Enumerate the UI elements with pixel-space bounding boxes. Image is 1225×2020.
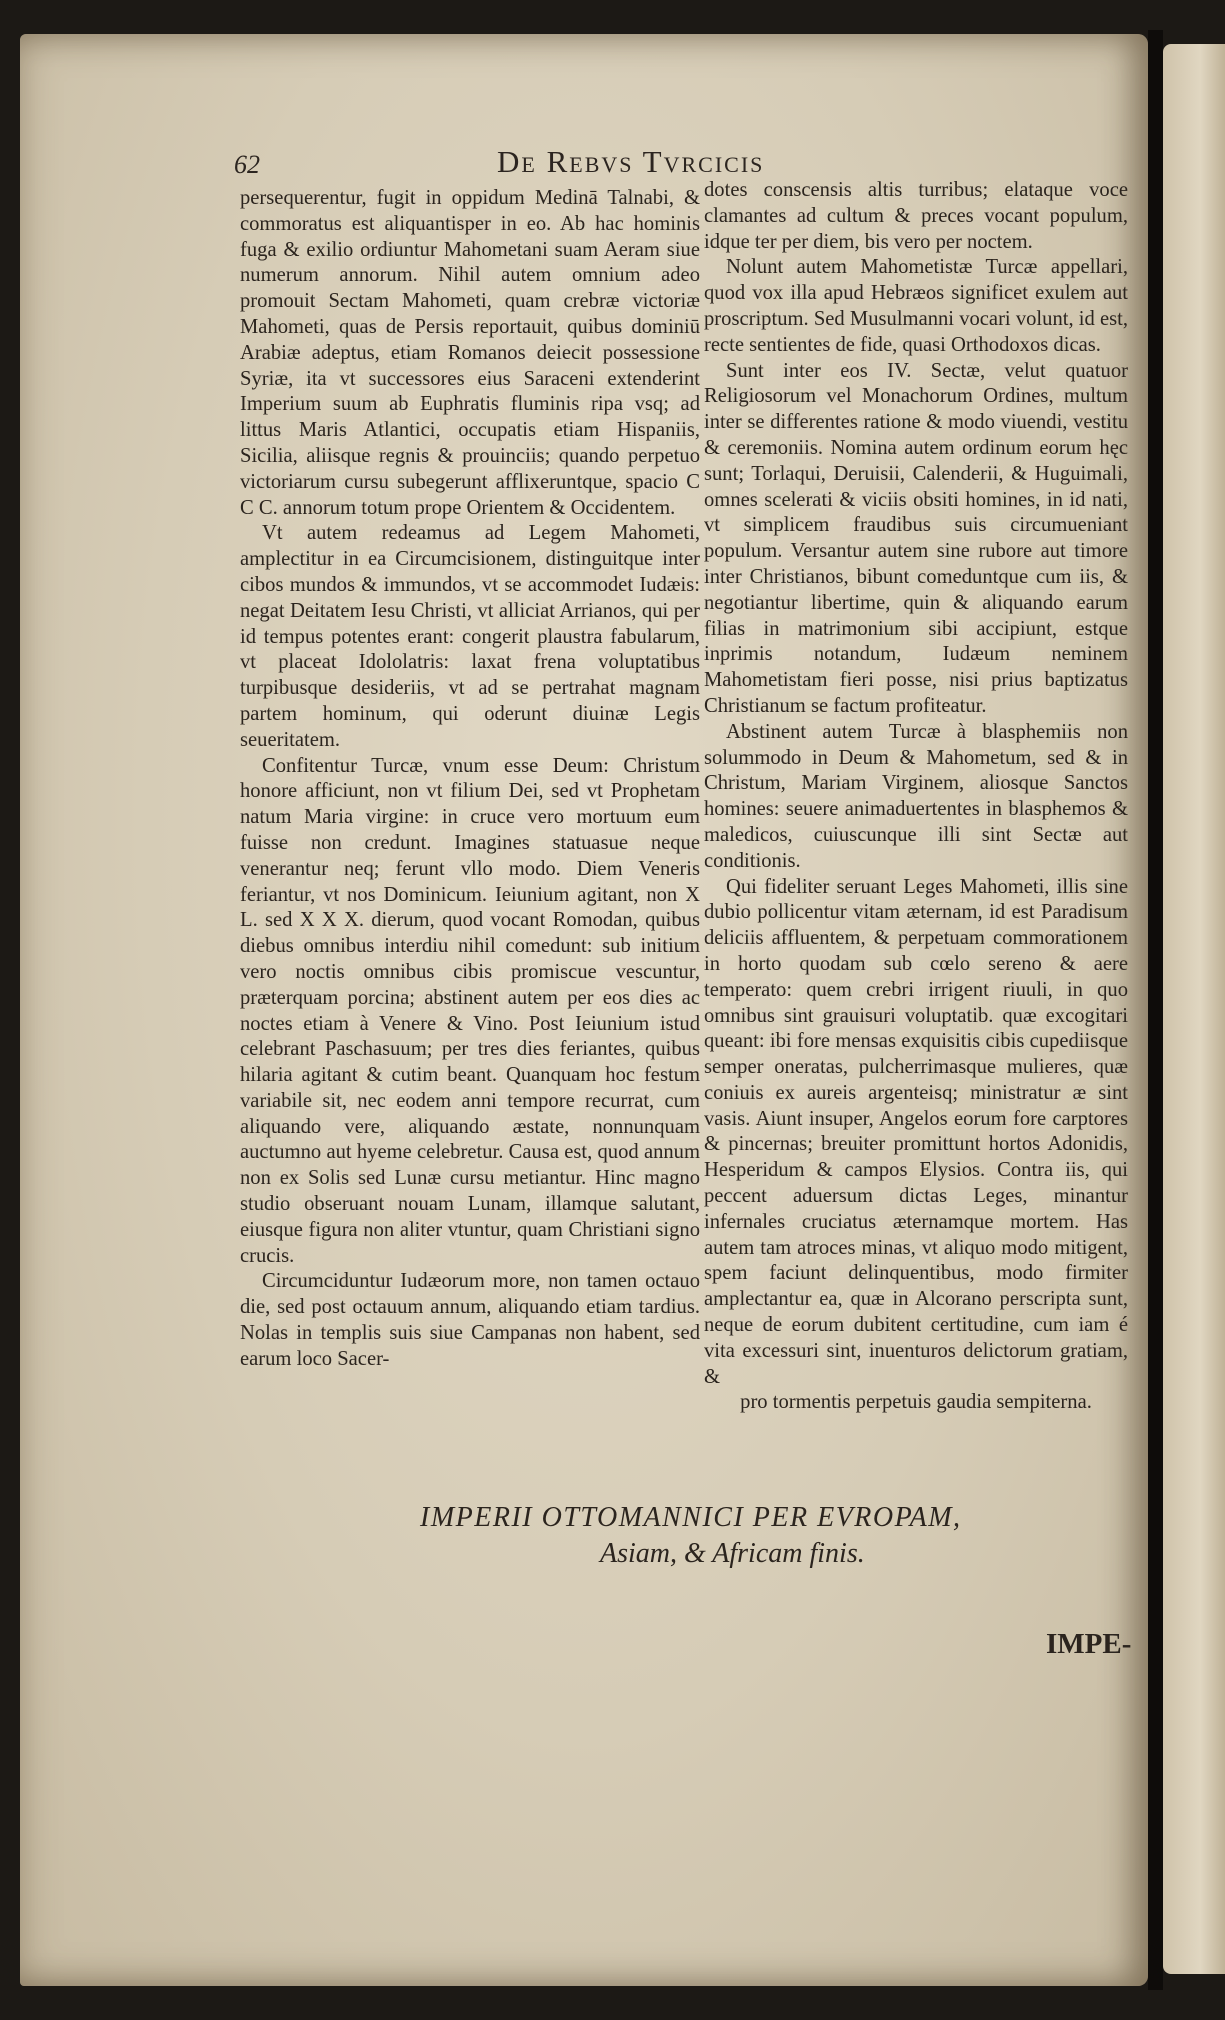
adjacent-page-edge: [1163, 44, 1225, 1974]
paragraph: persequerentur, fugit in oppidum Medinā Talnabi, & commoratus est aliquantisper in eo. Ab hac hominis fuga & exilio ordiuntur Mahometani suam Aeram siue numerum annorum. Nihil autem omnium adeo promouit Sectam Mahometi, quam crebræ victoriæ Mahometi, quas de Persis reportauit, quibus dominiū Arabiæ adeptus, etiam Romanos deiecit possessione Syriæ, ita vt successores eius Saraceni extenderint Imperium suum ab Euphratis fluminis ripa vsq; ad littus Maris Atlantici, occupatis etiam Hispaniis, Sicilia, aliisque regnis & prouinciis; quando perpetuo victoriarum cursu subegerunt afflixeruntque, spacio C C C. annorum totum prope Orientem & Occidentem.: [240, 187, 700, 519]
section-heading: IMPERII OTTOMANNICI PER EVROPAM,: [420, 1502, 962, 1533]
paragraph: Abstinent autem Turcæ à blasphemiis non solummodo in Deum & Mahometum, sed & in Christum, Mariam Virginem, aliosque Sanctos homines: seuere animaduertentes in blasphemos & maledicos, cuiuscunque illi sint Sectæ aut conditionis.: [704, 720, 1128, 872]
paragraph: Nolunt autem Mahometistæ Turcæ appellari, quod vox illa apud Hebræos significet exulem aut proscriptum. Sed Musulmanni vocari volunt, id est, recte sentientes de fide, quasi Orthodoxos dicas.: [704, 256, 1128, 356]
section-subheading: Asiam, & Africam finis.: [600, 1538, 865, 1569]
page-number: 62: [234, 150, 260, 179]
paragraph: dotes conscensis altis turribus; elataque voce clamantes ad cultum & preces vocant populum, idque ter per diem, bis vero per noctem.: [704, 179, 1128, 253]
paragraph: Vt autem redeamus ad Legem Mahometi, amplectitur in ea Circumcisionem, distinguitque inter cibos mundos & immundos, vt se accommodet Iudæis: negat Deitatem Iesu Christi, vt alliciat Arrianos, qui per id tempus potentes erant: congerit plaustra fabularum, vt placeat Idololatris: laxat frena voluptatibus turpibusque desideriis, vt ad se pertrahat magnam partem hominum, qui oderunt diuinæ Legis seueritatem.: [240, 522, 700, 751]
running-title: De Rebvs Tvrcicis: [497, 144, 765, 179]
paragraph: Circumciduntur Iudæorum more, non tamen octauo die, sed post octauum annum, aliquando etiam tardius. Nolas in templis suis siue Campanas non habent, sed earum loco Sacer-: [240, 1270, 700, 1370]
paragraph: Sunt inter eos IV. Sectæ, velut quatuor Religiosorum vel Monachorum Ordines, multum inter se differentes ratione & modo viuendi, vestitu & ceremoniis. Nomina autem ordinum eorum hęc sunt; Torlaqui, Deruisii, Calenderii, & Huguimali, omnes scelerati & viciis obsiti homines, in id nati, vt simplicem fraudibus suis circumueniant populum. Versantur autem sine rubore aut timore inter Christianos, bibunt comeduntque cum iis, & negotiantur libertime, quin & aliquando earum filias in matrimonium sibi accipiunt, estque inprimis notandum, Iudæum neminem Mahometistam fieri posse, nisi prius baptizatus Christianum se factum profiteatur.: [704, 359, 1128, 717]
catchword: IMPE-: [1046, 1628, 1132, 1660]
paragraph: Qui fideliter seruant Leges Mahometi, illis sine dubio pollicentur vitam æternam, id est Paradisum deliciis affluentem, & perpetuam commorationem in horto quodam sub cœlo sereno & aere temperato: quem crebri irrigent riuuli, in quo omnibus sint grauisuri voluptatib. quæ excogitari queant: ibi fore mensas exquisitis cibis cupediisque semper oneratas, pulcherrimasque mulieres, quæ coniuis ex aureis argenteisq; ministratur æ sint vasis. Aiunt insuper, Angelos eorum fore carptores & pincernas; breuiter promittunt hortos Adonidis, Hesperidum & campos Elysios. Contra iis, qui peccent aduersum dictas Leges, minantur infernales cruciatus æternamque mortem. Has autem tam atroces minas, vt aliquo modo mitigent, spem faciunt delinquentibus, modo firmiter amplectantur ea, quæ in Alcorano perscripta sunt, neque de eorum dubitent certitudine, cum iam é vita excessuri sint, inuenturos delictorum gratiam, &: [704, 875, 1128, 1388]
left-column: [240, 186, 700, 1373]
book-gutter: [1148, 30, 1163, 1990]
closing-line: pro tormentis perpetuis gaudia sempiterna.: [740, 1391, 1092, 1414]
right-column: [704, 178, 1128, 1416]
paragraph: Confitentur Turcæ, vnum esse Deum: Christum honore afficiunt, non vt filium Dei, sed vt Prophetam natum Maria virgine: in cruce vero mortuum eum fuisse non credunt. Imagines statuasue neque venerantur neq; ferunt vllo modo. Diem Veneris feriantur, vt nos Dominicum. Ieiunium agitant, non X L. sed X X X. dierum, quod vocant Romodan, quibus diebus omnibus interdiu nihil comedunt: sub initium vero noctis omnibus cibis promiscue vescuntur, præterquam porcina; abstinent autem per eos dies ac noctes etiam à Venere & Vino. Post Ieiunium istud celebrant Paschasuum; per tres dies feriantes, quibus hilaria agitant & cutim beant. Quanquam hoc festum variabile sit, nec eodem anni tempore recurrat, cum aliquando vere, aliquando æstate, nonnunquam auctumno aut hyeme celebretur. Causa est, quod annum non ex Solis sed Lunæ cursu metiantur. Hinc magno studio obseruant nouam Lunam, illamque salutant, eiusque figura non aliter vtuntur, quam Christiani signo crucis.: [240, 754, 700, 1267]
